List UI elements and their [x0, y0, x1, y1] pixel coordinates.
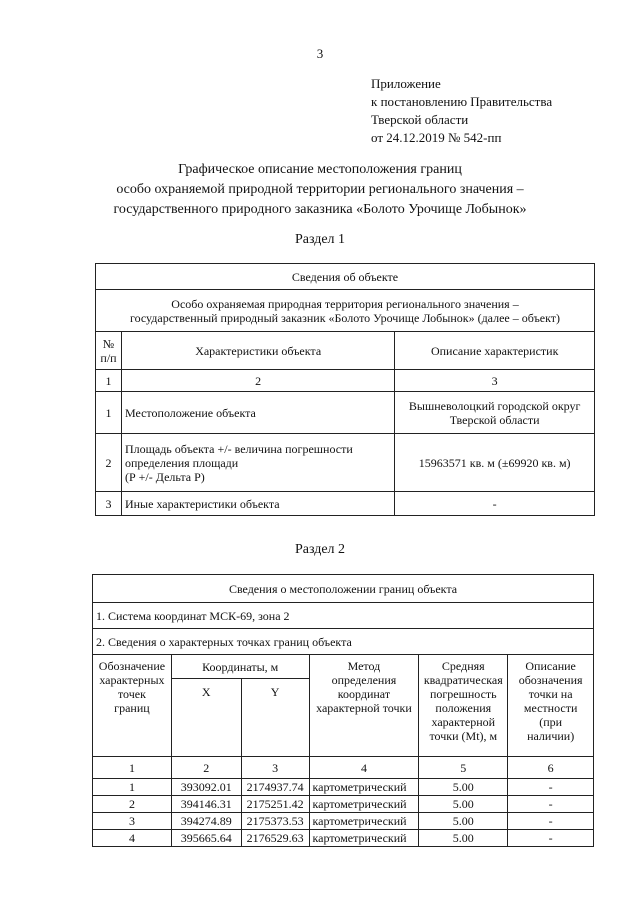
point-method: картометрический: [309, 796, 419, 813]
table-row: [93, 813, 594, 830]
row-number: 1: [96, 392, 122, 434]
object-info-table: [95, 263, 595, 516]
row-value: 15963571 кв. м (±69920 кв. м): [395, 434, 595, 492]
header-designation: [93, 655, 172, 757]
header-method: [309, 655, 419, 757]
appendix-line: от 24.12.2019 № 542-пп: [371, 130, 502, 145]
header-line: положения: [435, 701, 492, 715]
header-num-line: п/п: [100, 350, 117, 365]
row-name: Местоположение объекта: [121, 392, 394, 434]
row-value: [395, 392, 595, 434]
header-line: Обозначение: [98, 659, 166, 673]
row-name: Иные характеристики объекта: [121, 492, 394, 516]
header-line: Метод: [347, 659, 381, 673]
row-number: 2: [96, 434, 122, 492]
point-desc: -: [508, 796, 594, 813]
point-x: 394274.89: [171, 813, 241, 830]
point-x: 395665.64: [171, 830, 241, 847]
object-name-line: Особо охраняемая природная территория регионального значения –: [171, 296, 519, 311]
col-number: 3: [395, 370, 595, 392]
title-line: государственного природного заказника «Болото Урочище Лобынок»: [113, 202, 527, 217]
header-line: местности: [523, 701, 578, 715]
header-line: (при: [539, 715, 563, 729]
row-value-line: Вышневолоцкий городской округ: [408, 398, 581, 413]
table-row: [93, 796, 594, 813]
col-number: 2: [121, 370, 394, 392]
header-y: Y: [241, 679, 309, 757]
header-line: определения: [331, 673, 397, 687]
col-number: 6: [508, 757, 594, 779]
point-x: 394146.31: [171, 796, 241, 813]
header-x: X: [171, 679, 241, 757]
col-number: 3: [241, 757, 309, 779]
header-line: характерной точки: [316, 701, 412, 715]
point-y: 2175251.42: [241, 796, 309, 813]
title-line: Графическое описание местоположения границ: [178, 162, 462, 177]
point-y: 2176529.63: [241, 830, 309, 847]
header-line: погрешность: [429, 687, 497, 701]
point-mt: 5.00: [419, 813, 508, 830]
header-coords: Координаты, м: [171, 655, 309, 679]
header-line: координат: [337, 687, 391, 701]
row-value: -: [395, 492, 595, 516]
header-line: точки на: [528, 687, 573, 701]
col-number: 1: [93, 757, 172, 779]
document-title: [0, 160, 640, 220]
point-y: 2175373.53: [241, 813, 309, 830]
header-description: Описание характеристик: [395, 332, 595, 370]
title-line: особо охраняемой природной территории регионального значения –: [116, 182, 524, 197]
header-point-desc: [508, 655, 594, 757]
section2-heading: Раздел 2: [294, 542, 346, 557]
point-desc: -: [508, 813, 594, 830]
table-title: Сведения об объекте: [96, 264, 595, 290]
coord-system-row: 1. Система координат МСК-69, зона 2: [93, 603, 594, 629]
point-method: картометрический: [309, 813, 419, 830]
header-line: характерных: [99, 673, 165, 687]
boundary-points-table: [92, 574, 594, 847]
point-number: 2: [93, 796, 172, 813]
appendix-line: Приложение: [371, 76, 441, 91]
point-number: 4: [93, 830, 172, 847]
header-error: [419, 655, 508, 757]
object-name-line: государственный природный заказник «Болото Урочище Лобынок» (далее – объект): [129, 310, 561, 325]
header-line: квадратическая: [423, 673, 503, 687]
appendix-line: Тверской области: [371, 112, 469, 127]
header-characteristics: Характеристики объекта: [121, 332, 394, 370]
point-number: 1: [93, 779, 172, 796]
header-line: обозначения: [518, 673, 583, 687]
col-number: 1: [96, 370, 122, 392]
point-method: картометрический: [309, 830, 419, 847]
row-number: 3: [96, 492, 122, 516]
row-name-line: Площадь объекта +/- величина погрешности: [124, 441, 353, 456]
header-line: Средняя: [441, 659, 485, 673]
point-y: 2174937.74: [241, 779, 309, 796]
section1-heading: Раздел 1: [294, 232, 346, 247]
table-row: [93, 830, 594, 847]
row-name-line: (Р +/- Дельта Р): [124, 469, 205, 484]
points-title-row: 2. Сведения о характерных точках границ объекта: [93, 629, 594, 655]
appendix-block: [371, 75, 552, 147]
appendix-line: к постановлению Правительства: [371, 94, 553, 109]
point-desc: -: [508, 830, 594, 847]
header-num-line: №: [102, 336, 115, 351]
point-x: 393092.01: [171, 779, 241, 796]
header-line: характерной: [431, 715, 496, 729]
page-number: 3: [316, 46, 324, 61]
point-desc: -: [508, 779, 594, 796]
point-number: 3: [93, 813, 172, 830]
header-num: [96, 332, 122, 370]
header-line: наличии): [527, 729, 575, 743]
row-name-line: определения площади: [124, 455, 239, 470]
point-method: картометрический: [309, 779, 419, 796]
table-title: Сведения о местоположении границ объекта: [93, 575, 594, 603]
table-row: [93, 779, 594, 796]
col-number: 2: [171, 757, 241, 779]
header-line: точки (Mt), м: [429, 729, 498, 743]
row-value-line: Тверской области: [449, 412, 540, 427]
point-mt: 5.00: [419, 830, 508, 847]
col-number: 5: [419, 757, 508, 779]
point-mt: 5.00: [419, 796, 508, 813]
col-number: 4: [309, 757, 419, 779]
object-name-cell: [96, 290, 595, 332]
header-line: границ: [114, 701, 150, 715]
row-name: [121, 434, 394, 492]
point-mt: 5.00: [419, 779, 508, 796]
header-line: точек: [117, 687, 146, 701]
header-line: Описание: [525, 659, 576, 673]
